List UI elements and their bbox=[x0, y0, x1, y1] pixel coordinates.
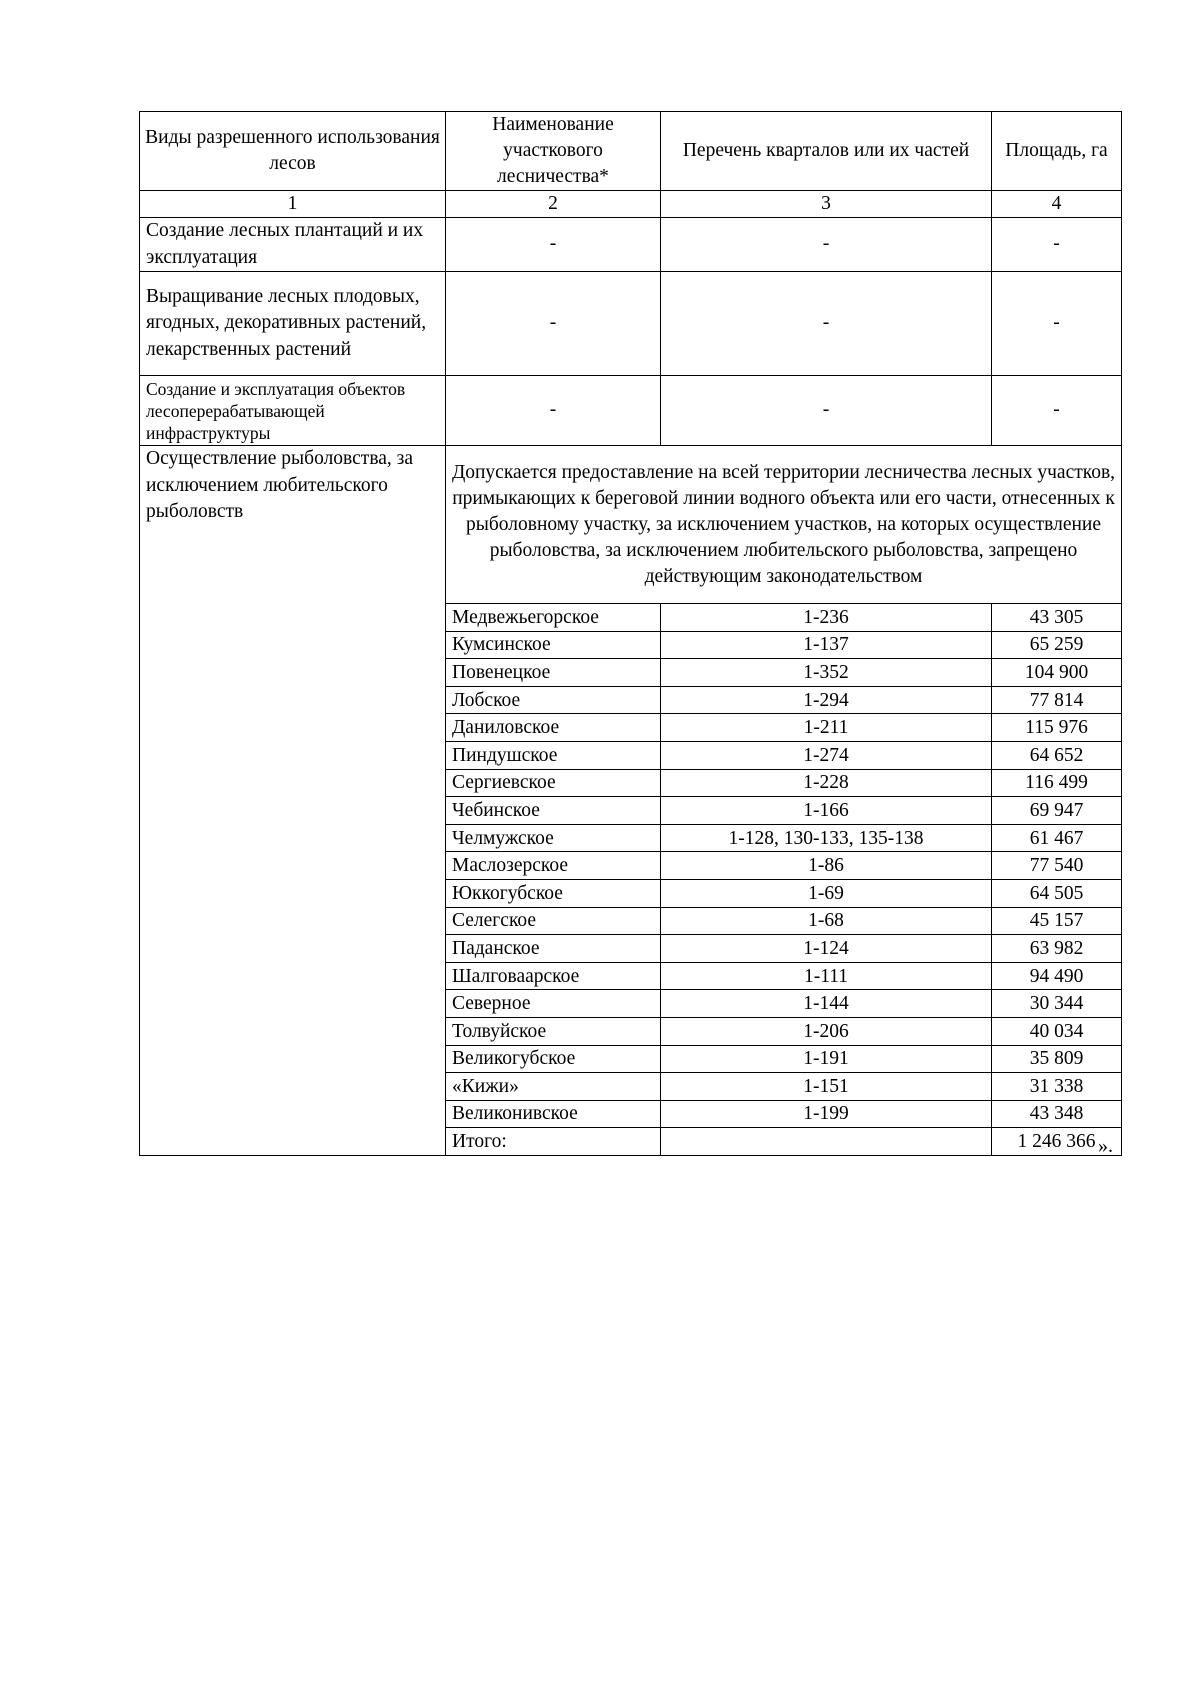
col-number: 3 bbox=[661, 191, 992, 218]
forestry-name: Даниловское bbox=[446, 714, 661, 742]
forestry-cell: - bbox=[446, 218, 661, 272]
forestry-name: Великонивское bbox=[446, 1100, 661, 1128]
table-row bbox=[140, 272, 1122, 376]
header-col4: Площадь, га bbox=[992, 112, 1122, 191]
forestry-cell: - bbox=[446, 376, 661, 446]
area-cell: - bbox=[992, 272, 1122, 376]
forestry-name: Шалговаарское bbox=[446, 962, 661, 990]
forestry-name: Толвуйское bbox=[446, 1017, 661, 1045]
forestry-area: 64 505 bbox=[992, 879, 1122, 907]
use-type-cell: Создание и эксплуатация объектов лесоперерабатывающей инфраструктуры bbox=[140, 376, 446, 446]
forestry-quarters: 1-352 bbox=[661, 659, 992, 687]
forestry-area: 30 344 bbox=[992, 990, 1122, 1018]
forestry-quarters: 1-144 bbox=[661, 990, 992, 1018]
col-number: 2 bbox=[446, 191, 661, 218]
total-quarters bbox=[661, 1128, 992, 1156]
use-type-cell: Осуществление рыболовства, за исключением любительского рыболовств bbox=[140, 446, 446, 1156]
col-number: 4 bbox=[992, 191, 1122, 218]
forestry-cell: - bbox=[446, 272, 661, 376]
total-area: 1 246 366 bbox=[992, 1128, 1122, 1156]
forestry-area: 104 900 bbox=[992, 659, 1122, 687]
forestry-name: Селегское bbox=[446, 907, 661, 935]
column-number-row bbox=[140, 191, 1122, 218]
quarters-cell: - bbox=[661, 218, 992, 272]
forestry-quarters: 1-111 bbox=[661, 962, 992, 990]
table-row bbox=[140, 376, 1122, 446]
forestry-name: Маслозерское bbox=[446, 852, 661, 880]
forestry-area: 65 259 bbox=[992, 631, 1122, 659]
fishing-note: Допускается предоставление на всей территории лесничества лесных участков, примыкающих к береговой линии водного объекта или его части, отнесенных к рыболовному участку, за исключением участков, на которых осуществление рыболовства, за исключением любительского рыболовства, запрещено действующим законодательством bbox=[446, 446, 1122, 604]
forestry-area: 115 976 bbox=[992, 714, 1122, 742]
forestry-quarters: 1-191 bbox=[661, 1045, 992, 1073]
forestry-quarters: 1-166 bbox=[661, 797, 992, 825]
forestry-area: 31 338 bbox=[992, 1073, 1122, 1101]
header-col2: Наименование участкового лесничества* bbox=[446, 112, 661, 191]
forestry-quarters: 1-236 bbox=[661, 604, 992, 632]
forestry-quarters: 1-124 bbox=[661, 935, 992, 963]
forestry-name: Паданское bbox=[446, 935, 661, 963]
forestry-area: 116 499 bbox=[992, 769, 1122, 797]
forestry-quarters: 1-128, 130-133, 135-138 bbox=[661, 824, 992, 852]
area-cell: - bbox=[992, 218, 1122, 272]
forestry-quarters: 1-206 bbox=[661, 1017, 992, 1045]
forestry-area: 77 814 bbox=[992, 686, 1122, 714]
forestry-quarters: 1-68 bbox=[661, 907, 992, 935]
forestry-quarters: 1-228 bbox=[661, 769, 992, 797]
forestry-name: Юккогубское bbox=[446, 879, 661, 907]
header-col1: Виды разрешенного использования лесов bbox=[140, 112, 446, 191]
forestry-area: 40 034 bbox=[992, 1017, 1122, 1045]
forestry-name: Лобское bbox=[446, 686, 661, 714]
forestry-quarters: 1-69 bbox=[661, 879, 992, 907]
col-number: 1 bbox=[140, 191, 446, 218]
forestry-quarters: 1-274 bbox=[661, 741, 992, 769]
forestry-quarters: 1-211 bbox=[661, 714, 992, 742]
forestry-name: Кумсинское bbox=[446, 631, 661, 659]
forestry-quarters: 1-137 bbox=[661, 631, 992, 659]
forestry-name: Чебинское bbox=[446, 797, 661, 825]
forestry-area: 69 947 bbox=[992, 797, 1122, 825]
total-label: Итого: bbox=[446, 1128, 661, 1156]
forestry-name: Челмужское bbox=[446, 824, 661, 852]
forestry-area: 63 982 bbox=[992, 935, 1122, 963]
forestry-name: Сергиевское bbox=[446, 769, 661, 797]
forestry-quarters: 1-294 bbox=[661, 686, 992, 714]
forestry-name: Пиндушское bbox=[446, 741, 661, 769]
fishing-note-row bbox=[140, 446, 1122, 604]
forestry-quarters: 1-86 bbox=[661, 852, 992, 880]
forestry-name: «Кижи» bbox=[446, 1073, 661, 1101]
forestry-name: Великогубское bbox=[446, 1045, 661, 1073]
header-row bbox=[140, 112, 1122, 191]
quarters-cell: - bbox=[661, 376, 992, 446]
forestry-area: 43 305 bbox=[992, 604, 1122, 632]
forestry-area: 77 540 bbox=[992, 852, 1122, 880]
header-col3: Перечень кварталов или их частей bbox=[661, 112, 992, 191]
forestry-name: Северное bbox=[446, 990, 661, 1018]
quarters-cell: - bbox=[661, 272, 992, 376]
forestry-name: Повенецкое bbox=[446, 659, 661, 687]
forestry-area: 94 490 bbox=[992, 962, 1122, 990]
area-cell: - bbox=[992, 376, 1122, 446]
forestry-area: 43 348 bbox=[992, 1100, 1122, 1128]
forestry-area: 64 652 bbox=[992, 741, 1122, 769]
forestry-quarters: 1-199 bbox=[661, 1100, 992, 1128]
forestry-quarters: 1-151 bbox=[661, 1073, 992, 1101]
table-row bbox=[140, 218, 1122, 272]
use-type-cell: Создание лесных плантаций и их эксплуатация bbox=[140, 218, 446, 272]
use-type-cell: Выращивание лесных плодовых, ягодных, декоративных растений, лекарственных растений bbox=[140, 272, 446, 376]
forest-use-table bbox=[139, 111, 1122, 1156]
closing-quote-mark: ». bbox=[1098, 1135, 1113, 1157]
forestry-area: 45 157 bbox=[992, 907, 1122, 935]
forestry-area: 35 809 bbox=[992, 1045, 1122, 1073]
forestry-name: Медвежьегорское bbox=[446, 604, 661, 632]
forestry-area: 61 467 bbox=[992, 824, 1122, 852]
